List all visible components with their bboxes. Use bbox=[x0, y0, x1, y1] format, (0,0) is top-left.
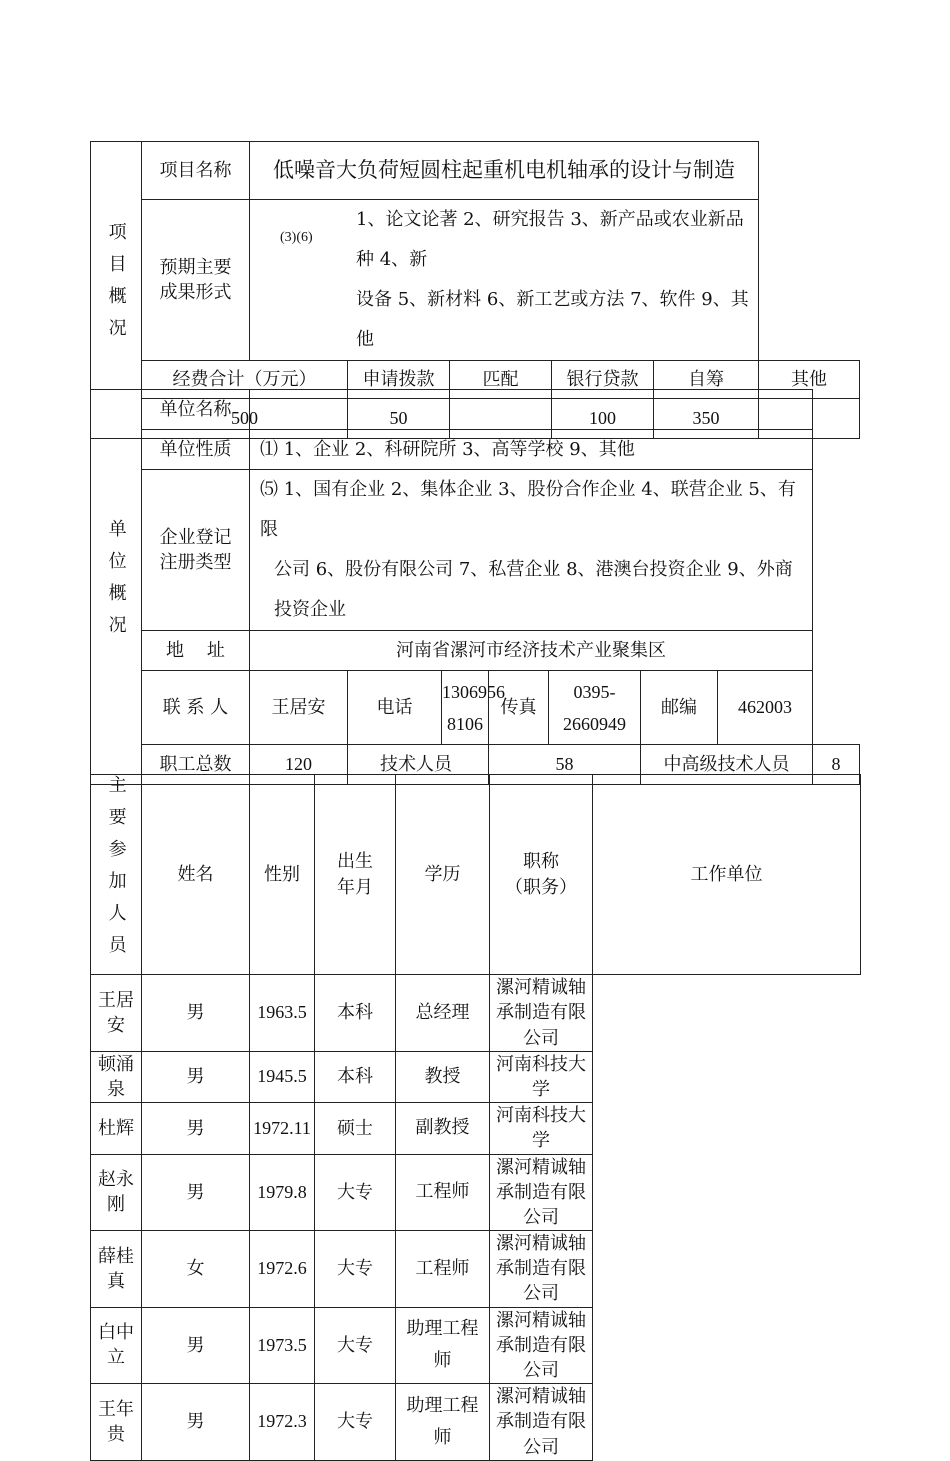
member-birth: 1972.3 bbox=[250, 1384, 315, 1461]
funding-header-grant: 申请拨款 bbox=[348, 361, 450, 399]
member-organization: 漯河精诚轴承制造有限公司 bbox=[490, 1307, 593, 1384]
contact-label: 联 系 人 bbox=[142, 671, 250, 745]
funding-header-loan: 银行贷款 bbox=[552, 361, 654, 399]
member-gender: 男 bbox=[142, 975, 250, 1052]
funding-header-total: 经费合计（万元） bbox=[142, 361, 348, 399]
phone-label: 电话 bbox=[348, 671, 442, 745]
member-birth: 1972.11 bbox=[250, 1103, 315, 1154]
member-education: 本科 bbox=[315, 975, 396, 1052]
funding-header-self: 自筹 bbox=[654, 361, 759, 399]
funding-grant: 50 bbox=[348, 399, 450, 439]
staff-count: 120 bbox=[250, 745, 348, 785]
member-education: 本科 bbox=[315, 1051, 396, 1102]
member-organization: 漯河精诚轴承制造有限公司 bbox=[490, 1384, 593, 1461]
senior-tech-label: 中高级技术人员 bbox=[641, 745, 813, 785]
unit-name bbox=[250, 390, 813, 430]
member-gender: 男 bbox=[142, 1051, 250, 1102]
funding-self: 350 bbox=[654, 399, 759, 439]
table-row bbox=[91, 1103, 861, 1154]
fax-label: 传真 bbox=[489, 671, 549, 745]
table-row bbox=[91, 1384, 861, 1461]
member-title: 教授 bbox=[396, 1051, 490, 1102]
reg-type-label: 企业登记 注册类型 bbox=[142, 470, 250, 631]
outcome-form-label: 预期主要 成果形式 bbox=[142, 200, 250, 361]
member-gender: 女 bbox=[142, 1231, 250, 1308]
tech-staff-count: 58 bbox=[489, 745, 641, 785]
member-organization: 漯河精诚轴承制造有限公司 bbox=[490, 1154, 593, 1231]
member-education: 大专 bbox=[315, 1384, 396, 1461]
member-organization: 漯河精诚轴承制造有限公司 bbox=[490, 975, 593, 1052]
member-name: 杜辉 bbox=[91, 1103, 142, 1154]
funding-total: 500 bbox=[142, 399, 348, 439]
member-title: 助理工程 师 bbox=[396, 1307, 490, 1384]
table-row bbox=[91, 1307, 861, 1384]
member-education: 大专 bbox=[315, 1231, 396, 1308]
member-name: 顿涌泉 bbox=[91, 1051, 142, 1102]
outcome-form-cell bbox=[250, 200, 759, 361]
outcome-code: (3)(6) bbox=[280, 230, 313, 245]
member-birth: 1945.5 bbox=[250, 1051, 315, 1102]
member-organization: 河南科技大学 bbox=[490, 1103, 593, 1154]
member-birth: 1972.6 bbox=[250, 1231, 315, 1308]
member-name: 王年贵 bbox=[91, 1384, 142, 1461]
outcome-options-line1: 1、论文论著 2、研究报告 3、新产品或农业新品种 4、新 bbox=[356, 209, 744, 270]
member-birth: 1973.5 bbox=[250, 1307, 315, 1384]
tech-staff-label: 技术人员 bbox=[348, 745, 489, 785]
members-table bbox=[90, 774, 861, 1461]
fax: 0395- 2660949 bbox=[549, 671, 641, 745]
member-organization: 河南科技大学 bbox=[490, 1051, 593, 1102]
member-education: 大专 bbox=[315, 1154, 396, 1231]
staff-label: 职工总数 bbox=[142, 745, 250, 785]
unit-nature-label: 单位性质 bbox=[142, 430, 250, 470]
header-birth: 出生 年月 bbox=[315, 775, 396, 975]
reg-type-options: ⑸ 1、国有企业 2、集体企业 3、股份合作企业 4、联营企业 5、有限 公司 6、股份有限公司 7、私营企业 8、港澳台投资企业 9、外商 投资企业 bbox=[250, 470, 813, 631]
table-row bbox=[91, 975, 861, 1052]
header-gender: 性别 bbox=[250, 775, 315, 975]
senior-tech-count: 8 bbox=[813, 745, 860, 785]
member-name: 薛桂真 bbox=[91, 1231, 142, 1308]
member-organization: 漯河精诚轴承制造有限公司 bbox=[490, 1231, 593, 1308]
member-title: 副教授 bbox=[396, 1103, 490, 1154]
member-name: 赵永刚 bbox=[91, 1154, 142, 1231]
member-gender: 男 bbox=[142, 1103, 250, 1154]
member-gender: 男 bbox=[142, 1154, 250, 1231]
header-title: 职称 （职务） bbox=[490, 775, 593, 975]
phone: 1306956 8106 bbox=[442, 671, 489, 745]
member-education: 硕士 bbox=[315, 1103, 396, 1154]
project-name-label: 项目名称 bbox=[142, 142, 250, 200]
table-row bbox=[91, 1154, 861, 1231]
member-title: 工程师 bbox=[396, 1154, 490, 1231]
member-gender: 男 bbox=[142, 1384, 250, 1461]
member-name: 王居安 bbox=[91, 975, 142, 1052]
members-section-label: 主要参加人员 bbox=[91, 775, 142, 975]
header-organization: 工作单位 bbox=[593, 775, 861, 975]
unit-nature: ⑴ 1、企业 2、科研院所 3、高等学校 9、其他 bbox=[250, 430, 813, 470]
member-name: 白中立 bbox=[91, 1307, 142, 1384]
table-row bbox=[91, 1051, 861, 1102]
funding-header-match: 匹配 bbox=[450, 361, 552, 399]
contact: 王居安 bbox=[250, 671, 348, 745]
header-education: 学历 bbox=[396, 775, 490, 975]
outcome-options-line2: 设备 5、新材料 6、新工艺或方法 7、软件 9、其他 bbox=[356, 289, 749, 350]
address: 河南省漯河市经济技术产业聚集区 bbox=[250, 631, 813, 671]
funding-loan: 100 bbox=[552, 399, 654, 439]
unit-name-label: 单位名称 bbox=[142, 390, 250, 430]
member-title: 助理工程 师 bbox=[396, 1384, 490, 1461]
unit-section-label: 单位概况 bbox=[91, 390, 142, 785]
table-row bbox=[91, 1231, 861, 1308]
member-title: 总经理 bbox=[396, 975, 490, 1052]
member-birth: 1963.5 bbox=[250, 975, 315, 1052]
header-name: 姓名 bbox=[142, 775, 250, 975]
address-label: 地 址 bbox=[142, 631, 250, 671]
member-birth: 1979.8 bbox=[250, 1154, 315, 1231]
member-title: 工程师 bbox=[396, 1231, 490, 1308]
funding-header-other: 其他 bbox=[759, 361, 860, 399]
zip: 462003 bbox=[718, 671, 813, 745]
project-section-label: 项目概况 bbox=[91, 142, 142, 439]
member-education: 大专 bbox=[315, 1307, 396, 1384]
unit-overview-table bbox=[90, 389, 860, 785]
project-name: 低噪音大负荷短圆柱起重机电机轴承的设计与制造 bbox=[250, 142, 759, 200]
member-gender: 男 bbox=[142, 1307, 250, 1384]
zip-label: 邮编 bbox=[641, 671, 718, 745]
members-header-row bbox=[91, 775, 861, 975]
